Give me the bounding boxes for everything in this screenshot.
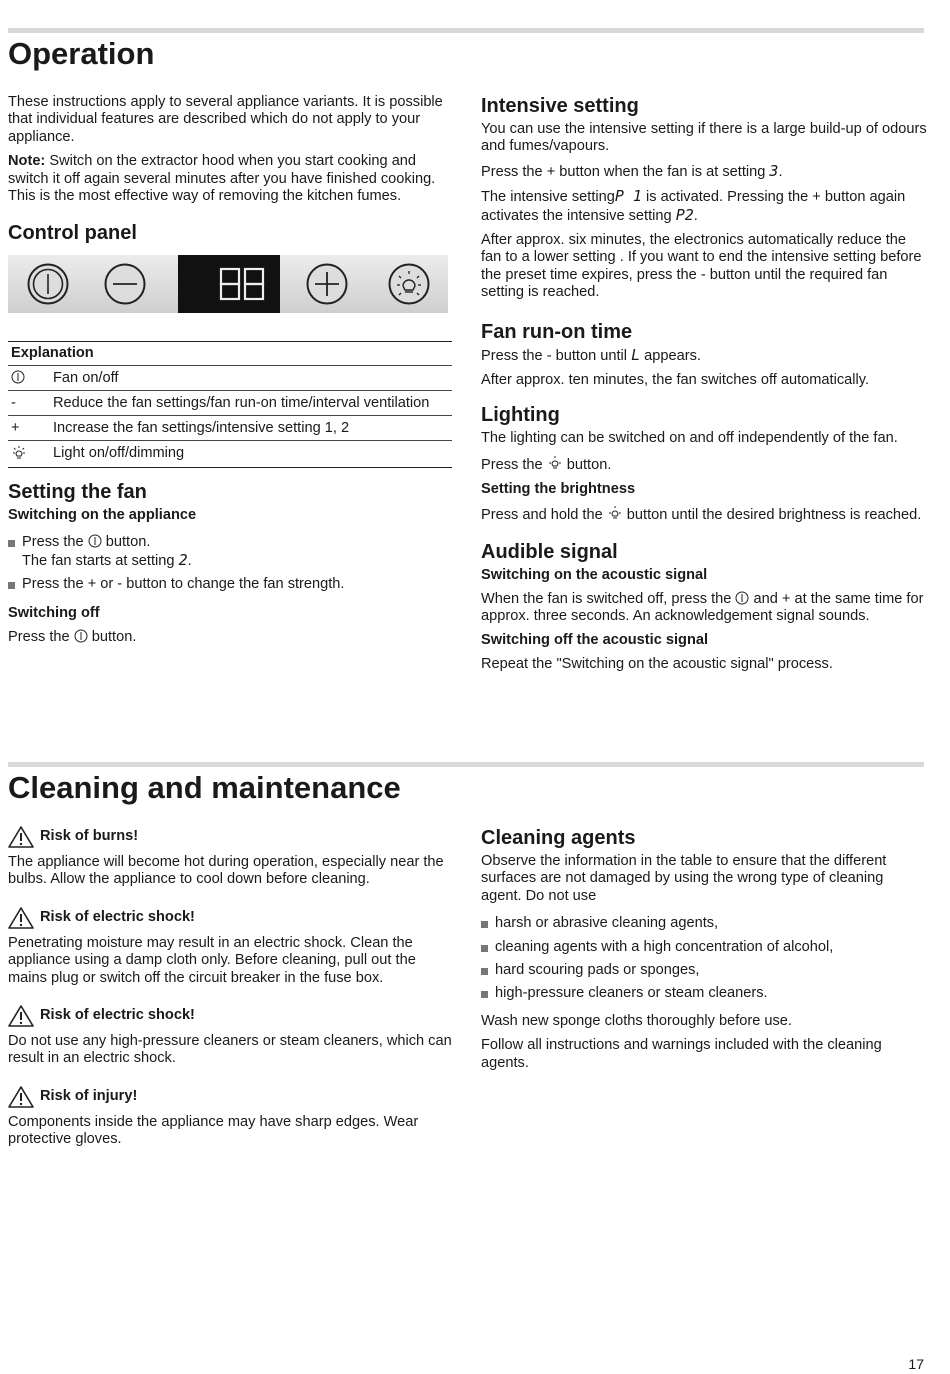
table-cell: Light on/off/dimming <box>50 440 452 467</box>
cleaning-left-column <box>8 816 454 1156</box>
display-digits <box>178 255 280 313</box>
table-row <box>8 440 452 467</box>
text: and + at the same time for approx. three seconds. An acknowledgement signal sounds. <box>481 590 924 624</box>
acoustic-on-title: Switching on the acoustic signal <box>481 567 708 584</box>
intensive-p1: You can use the intensive setting if there is a large build-up of odours and fumes/vapours. <box>481 121 927 155</box>
light-icon <box>547 455 563 471</box>
seven-segment-display <box>178 255 280 313</box>
acoustic-off-title: Switching off the acoustic signal <box>481 632 709 649</box>
section-rule-cleaning <box>8 762 924 767</box>
segment-digit: P 1 <box>614 187 642 206</box>
intensive-p4: After approx. six minutes, the electronics automatically reduce the fan to a lower setting . If you want to end the intensive setting before the preset time expires, press the - button until the required fan setting is reached. <box>481 232 922 301</box>
switching-off-title: Switching off <box>8 605 100 622</box>
runon-p2: After approx. ten minutes, the fan switches off automatically. <box>481 372 870 389</box>
list-item: hard scouring pads or sponges, <box>481 962 927 979</box>
power-icon <box>88 534 102 548</box>
intensive-p3 <box>481 188 927 225</box>
text: The intensive setting <box>481 189 615 206</box>
intro-text: These instructions apply to several appliance variants. It is possible that individual features are described which do not apply to your appliance. <box>8 94 443 145</box>
note-text: Switch on the extractor hood when you start cooking and switch it off again several minutes after you have finished cooking. This is the most effective way of removing the kitchen fumes. <box>8 153 436 205</box>
table-cell: Increase the fan settings/intensive setting 1, 2 <box>50 415 452 440</box>
note-label: Note: <box>8 153 46 170</box>
operation-left-column <box>8 94 454 653</box>
brightness-title: Setting the brightness <box>481 481 636 498</box>
lighting-title: Lighting <box>481 404 560 427</box>
warning-text: The appliance will become hot during operation, especially near the bulbs. Allow the appliance to cool down before cleaning. <box>8 854 444 888</box>
warning-heading <box>8 826 454 848</box>
cleaning-agents-title: Cleaning agents <box>481 827 636 849</box>
warning-title: Risk of electric shock! <box>40 1007 195 1024</box>
bullet-text: Press the <box>22 534 88 551</box>
bullet-text: button. <box>101 534 151 551</box>
warning-icon <box>8 826 34 848</box>
text: Press the <box>8 628 74 645</box>
text: appears. <box>640 347 701 364</box>
text: Press the - button until <box>481 347 632 364</box>
lighting-p3 <box>481 505 927 524</box>
light-button <box>388 263 430 305</box>
warning-heading <box>8 1005 454 1027</box>
bullet-text: The fan starts at setting <box>22 552 179 569</box>
cleaning-right-column <box>481 826 927 1079</box>
segment-digit: 3 <box>769 161 779 180</box>
lighting-p1: The lighting can be switched on and off independently of the fan. <box>481 430 898 447</box>
table-row <box>8 415 452 440</box>
light-icon <box>607 505 623 521</box>
cleaning-title: Cleaning and maintenance <box>8 770 401 805</box>
cleaning-agents-p3: Follow all instructions and warnings included with the cleaning agents. <box>481 1037 882 1071</box>
acoustic-off-text: Repeat the "Switching on the acoustic signal" process. <box>481 655 833 672</box>
bullet-text: . <box>187 552 192 569</box>
warning-title: Risk of burns! <box>40 828 139 845</box>
cleaning-agents-p2: Wash new sponge cloths thoroughly before use. <box>481 1012 792 1029</box>
plus-button <box>306 263 348 305</box>
runon-p1 <box>481 347 927 365</box>
warning-text: Do not use any high-pressure cleaners or steam cleaners, which can result in an electric shock. <box>8 1033 452 1067</box>
segment-digit: 2 <box>178 550 188 569</box>
table-cell: Fan on/off <box>50 365 452 390</box>
power-icon <box>735 591 749 605</box>
table-cell: Reduce the fan settings/fan run-on time/interval ventilation <box>50 390 452 415</box>
explanation-header: Explanation <box>8 342 452 365</box>
warning-heading <box>8 1086 454 1108</box>
text: is activated. Pressing the + button again activates the intensive setting <box>481 189 906 224</box>
list-item: cleaning agents with a high concentration of alcohol, <box>481 939 927 956</box>
power-icon <box>74 629 88 643</box>
warning-text: Penetrating moisture may result in an electric shock. Clean the appliance using a damp cloth only. Before cleaning, pull out the mains plug or switch off the circuit breaker in the fuse box. <box>8 934 416 986</box>
list-item: Press the + or - button to change the fan strength. <box>8 576 454 593</box>
plus-key: + <box>8 415 50 440</box>
power-icon <box>11 370 25 384</box>
intensive-p2 <box>481 163 927 181</box>
text: . <box>778 163 783 180</box>
table-row <box>8 365 452 390</box>
setting-fan-title: Setting the fan <box>8 480 147 503</box>
text: button. <box>562 456 612 473</box>
text: button. <box>87 628 137 645</box>
light-icon <box>11 445 27 461</box>
warning-icon <box>8 907 34 929</box>
warning-heading <box>8 907 454 929</box>
acoustic-on-text <box>481 591 927 626</box>
audible-title: Audible signal <box>481 541 618 564</box>
explanation-table <box>8 341 452 467</box>
minus-key: - <box>8 390 50 415</box>
operation-right-column <box>481 94 927 680</box>
text: When the fan is switched off, press the <box>481 590 736 607</box>
warning-title: Risk of injury! <box>40 1088 138 1105</box>
switching-off-text <box>8 629 454 646</box>
control-panel-image <box>8 255 448 313</box>
section-rule-operation <box>8 28 924 33</box>
runon-title: Fan run-on time <box>481 320 633 343</box>
list-item <box>8 534 454 570</box>
table-row <box>8 390 452 415</box>
warning-icon <box>8 1086 34 1108</box>
text: Press the + button when the fan is at setting <box>481 163 770 180</box>
warning-icon <box>8 1005 34 1027</box>
operation-title: Operation <box>8 36 155 71</box>
power-button <box>27 263 69 305</box>
text: Press and hold the <box>481 506 607 523</box>
warning-title: Risk of electric shock! <box>40 909 195 926</box>
page-number: 17 <box>908 1356 924 1372</box>
minus-button <box>104 263 146 305</box>
text: Press the <box>481 456 547 473</box>
text: . <box>693 207 698 224</box>
cleaning-agents-p1: Observe the information in the table to ensure that the different surfaces are not damaged by using the wrong type of cleaning agent. Do not use <box>481 853 887 904</box>
note-paragraph <box>8 153 454 205</box>
segment-digit: P2 <box>675 205 694 224</box>
segment-digit: L <box>631 345 641 364</box>
warning-text: Components inside the appliance may have sharp edges. Wear protective gloves. <box>8 1113 419 1148</box>
list-item: harsh or abrasive cleaning agents, <box>481 915 927 932</box>
switching-on-title: Switching on the appliance <box>8 506 197 523</box>
intensive-title: Intensive setting <box>481 95 639 117</box>
lighting-p2 <box>481 455 927 474</box>
control-panel-title: Control panel <box>8 222 137 245</box>
text: button until the desired brightness is reached. <box>622 506 922 523</box>
list-item: high-pressure cleaners or steam cleaners. <box>481 985 927 1002</box>
